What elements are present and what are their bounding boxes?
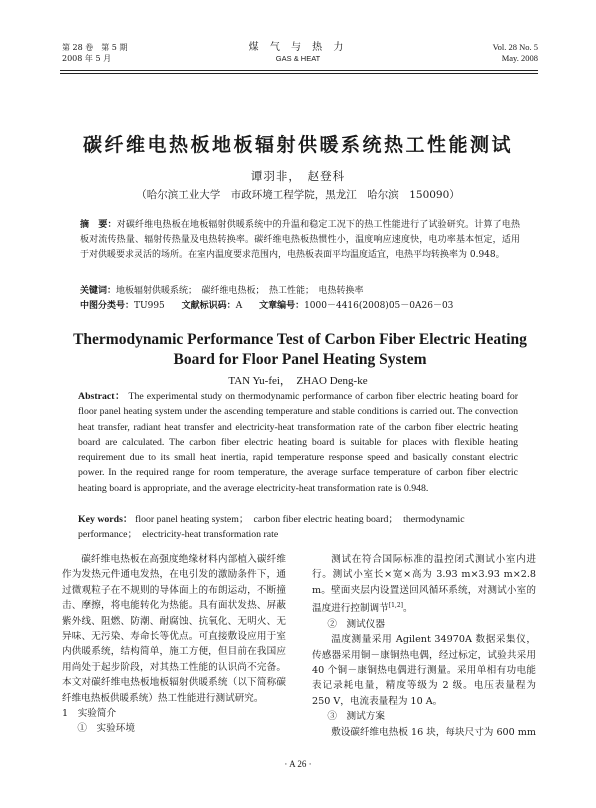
header-rule-thin <box>60 73 538 74</box>
running-header-right <box>493 42 538 64</box>
header-rule <box>60 70 538 71</box>
keywords-cn-text: 地板辐射供暖系统； 碳纤维电热板； 热工性能； 电热转换率 <box>116 286 364 296</box>
authors-cn: 谭羽非， 赵登科 <box>250 169 346 183</box>
body-paragraph: 温度测量采用 Agilent 34970A 数据采集仪，传感器采用铜－康铜热电偶，经过标定，试验共采用 40 个铜－康铜热电偶进行测量。采用单相有功电能表记录耗电量，精度等级为 2 级。电压表量程为 250 V，电流表量程为 10 A。 <box>312 634 536 707</box>
body-paragraph: 敷设碳纤维电热板 16 块，每块尺寸为 600 mm <box>331 726 537 738</box>
pub-date-en: May. 2008 <box>501 53 538 63</box>
page-number: · A 26 · <box>284 759 312 769</box>
subsection-heading: ① 实验环境 <box>77 723 135 735</box>
abstract-cn <box>80 218 520 264</box>
doc-code-label: 文献标识码： <box>181 301 236 311</box>
subsection-heading: ③ 测试方案 <box>327 711 385 723</box>
journal-name-cn: 煤 气 与 热 力 <box>248 42 348 53</box>
body-text: 。 <box>402 603 413 615</box>
paper-title-en: Thermodynamic Performance Test of Carbon Fiber Electric Heating Board for Floor Panel Heating System <box>73 331 527 368</box>
doc-code-value: A <box>235 301 243 311</box>
body-text: 测试在符合国际标准的温控闭式测试小室内进行。测试小室长×宽×高为 3.93 m×3.93 m×2.8 m。壁面夹层内设置送回风循环系统，对测试小室的温度进行控制调节 <box>312 554 536 615</box>
classification-line <box>80 299 540 313</box>
affiliation-cn: （哈尔滨工业大学 市政环境工程学院，黑龙江 哈尔滨 150090） <box>136 189 460 201</box>
article-no-label: 文章编号： <box>259 301 305 311</box>
volume-issue-en: Vol. 28 No. 5 <box>492 42 538 52</box>
keywords-cn-label: 关键词： <box>80 286 117 296</box>
abstract-en <box>78 389 518 496</box>
journal-name-en: GAS & HEAT <box>275 54 321 63</box>
abstract-cn-label: 摘 要： <box>80 220 117 230</box>
keywords-en-text: floor panel heating system； carbon fiber electric heating board； thermodynamic performance； electricity-heat transformation rate <box>78 514 465 541</box>
body-column-right <box>312 552 536 740</box>
clc-label: 中图分类号： <box>80 301 135 311</box>
paper-title-cn: 碳纤维电热板地板辐射供暖系统热工性能测试 <box>82 134 513 156</box>
keywords-en-label: Key words： <box>78 514 133 525</box>
subsection-heading: ② 测试仪器 <box>327 618 385 630</box>
citation-ref: [1,2] <box>388 602 403 610</box>
section-heading: 1 实验简介 <box>62 708 117 720</box>
clc-value: TU995 <box>134 301 165 311</box>
abstract-cn-text: 对碳纤维电热板在地板辐射供暖系统中的升温和稳定工况下的热工性能进行了试验研究。计算了电热板对流传热量、辐射传热量及电热转换率。碳纤维电热板热惯性小，温度响应速度快，电功率基本恒定，适用于对供暖要求灵活的场所。在室内温度要求范围内，电热板表面平均温度适宜，电热平均转换率为 0.948。 <box>80 220 520 261</box>
abstract-en-label: Abstract： <box>78 391 126 402</box>
article-no-value: 1000－4416(2008)05－0A26－03 <box>304 301 454 311</box>
pub-date-cn: 2008 年 5 月 <box>62 54 112 63</box>
authors-en: TAN Yu-fei， ZHAO Deng-ke <box>228 375 368 387</box>
body-paragraph: 碳纤维电热板在高强度绝缘材料内部植入碳纤维作为发热元件通电发热，在电引发的激励条件下，通过微观粒子在不规则的导体面上的布朗运动，不断撞击、摩擦，将电能转化为热能。具有面状发热、屏蔽紫外线、阻燃、防潮、耐腐蚀、抗氧化、无明火、无异味、无污染、寿命长等优点。可直接敷设应用于室内供暖系统，结构简单，施工方便，但目前在我国应用尚处于起步阶段，对其热工性能的认识尚不完备。本文对碳纤维电热板地板辐射供暖系统（以下简称碳纤维电热板供暖系统）热工性能进行测试研究。 <box>62 554 286 704</box>
volume-issue: 第 28 卷 第 5 期 <box>62 43 128 52</box>
keywords-cn <box>80 284 520 298</box>
abstract-en-text: The experimental study on thermodynamic performance of carbon fiber electric heating board for floor panel heating system under the ascending temperature and stable conditions is carried out. The convection heat transfer, radiant heat transfer and electricity-heat transformation rate of the carbon fiber electric heating board are calculated. The carbon fiber electric heating board is suitable for places with flexible heating requirement due to its small heat inertia, rapid temperature response speed and basically constant electric power. In the required range for room temperature, the average surface temperature of carbon fiber electric heating board is appropriate, and the average electricity-heat transformation rate is 0.948. <box>78 391 518 494</box>
body-column-left <box>62 552 286 737</box>
body-paragraph <box>312 552 536 617</box>
keywords-en <box>78 512 518 543</box>
